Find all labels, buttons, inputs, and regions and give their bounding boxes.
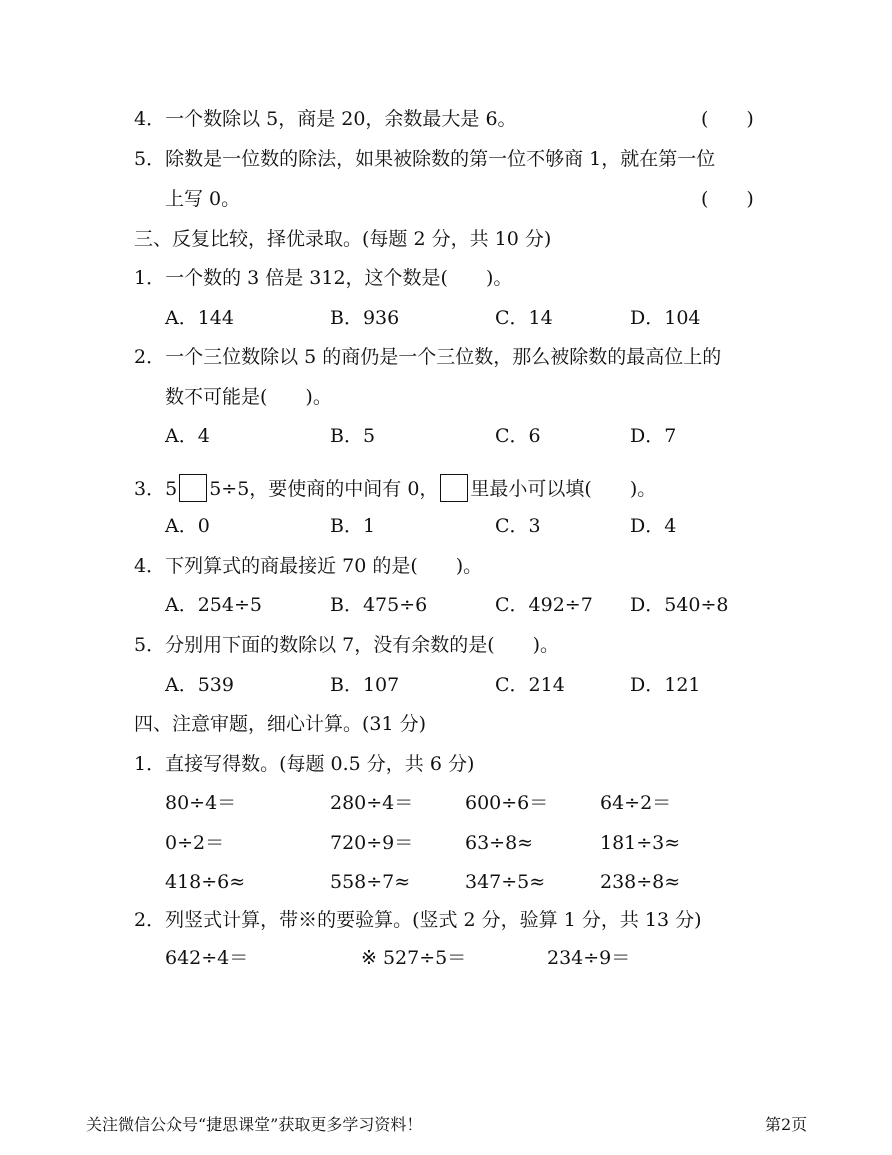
- calc-item[interactable]: 0÷2＝: [165, 832, 225, 854]
- calc-item[interactable]: 347÷5≈: [465, 871, 546, 893]
- s4-q2-stem: 2．列竖式计算，带※的要验算。(竖式 2 分，验算 1 分，共 13 分): [134, 909, 702, 931]
- s3-q2-option-b[interactable]: B．5: [330, 425, 376, 447]
- s3-q1-option-d[interactable]: D．104: [630, 307, 701, 329]
- calc-item[interactable]: 600÷6＝: [465, 792, 549, 814]
- s3-q4-option-a[interactable]: A．254÷5: [165, 594, 262, 616]
- calc-item[interactable]: 64÷2＝: [600, 792, 672, 814]
- vertical-calc-item[interactable]: 234÷9＝: [547, 947, 631, 969]
- s3-q3-option-c[interactable]: C．3: [495, 515, 541, 537]
- s3-q4-option-d[interactable]: D．540÷8: [630, 594, 729, 616]
- s3-q3-number: 3．5: [134, 478, 178, 500]
- blank-box[interactable]: [179, 474, 207, 502]
- s3-q2-option-a[interactable]: A．4: [165, 425, 210, 447]
- s3-q1-option-c[interactable]: C．14: [495, 307, 553, 329]
- calc-item[interactable]: 418÷6≈: [165, 871, 246, 893]
- s3-q3-option-a[interactable]: A．0: [165, 515, 210, 537]
- s3-q2-option-c[interactable]: C．6: [495, 425, 541, 447]
- judge-q5-answer-paren[interactable]: ( ): [701, 188, 754, 210]
- calc-item[interactable]: 720÷9＝: [330, 832, 414, 854]
- s3-q1-option-b[interactable]: B．936: [330, 307, 400, 329]
- footer-notice: 关注微信公众号“捷思课堂”获取更多学习资料！: [86, 1115, 423, 1134]
- calc-item[interactable]: 558÷7≈: [330, 871, 411, 893]
- calc-item[interactable]: 238÷8≈: [600, 871, 681, 893]
- s4-q1-stem: 1．直接写得数。(每题 0.5 分，共 6 分): [134, 753, 475, 775]
- calc-item[interactable]: 80÷4＝: [165, 792, 237, 814]
- s3-q3-text-part3: 里最小可以填( )。: [470, 478, 657, 500]
- s3-q5-option-c[interactable]: C．214: [495, 674, 565, 696]
- s3-q5-option-b[interactable]: B．107: [330, 674, 400, 696]
- blank-box-reference: [440, 474, 468, 502]
- vertical-calc-item-with-check[interactable]: ※ 527÷5＝: [361, 947, 467, 969]
- s3-q2-stem-line2: 数不可能是( )。: [165, 386, 332, 408]
- s3-q3-option-d[interactable]: D．4: [630, 515, 677, 537]
- calc-item[interactable]: 280÷4＝: [330, 792, 414, 814]
- judge-q4-answer-paren[interactable]: ( ): [701, 108, 754, 130]
- s3-q3-stem: [134, 474, 656, 502]
- calc-item[interactable]: 63÷8≈: [465, 832, 534, 854]
- s3-q5-stem: 5．分别用下面的数除以 7，没有余数的是( )。: [134, 634, 560, 656]
- s3-q1-option-a[interactable]: A．144: [165, 307, 234, 329]
- s3-q5-option-d[interactable]: D．121: [630, 674, 701, 696]
- judge-q5-line1: 5．除数是一位数的除法，如果被除数的第一位不够商 1，就在第一位: [134, 148, 716, 170]
- s3-q5-option-a[interactable]: A．539: [165, 674, 234, 696]
- s3-q4-stem: 4．下列算式的商最接近 70 的是( )。: [134, 555, 483, 577]
- s3-q4-option-c[interactable]: C．492÷7: [495, 594, 593, 616]
- section4-title: 四、注意审题，细心计算。(31 分): [134, 713, 427, 735]
- s3-q3-text-part2: 5÷5，要使商的中间有 0，: [209, 478, 439, 500]
- s3-q4-option-b[interactable]: B．475÷6: [330, 594, 428, 616]
- s3-q2-stem-line1: 2．一个三位数除以 5 的商仍是一个三位数，那么被除数的最高位上的: [134, 346, 722, 368]
- s3-q3-option-b[interactable]: B．1: [330, 515, 376, 537]
- calc-item[interactable]: 181÷3≈: [600, 832, 681, 854]
- vertical-calc-item[interactable]: 642÷4＝: [165, 947, 249, 969]
- judge-q4: 4．一个数除以 5，商是 20，余数最大是 6。: [134, 108, 517, 130]
- section3-title: 三、反复比较，择优录取。(每题 2 分，共 10 分): [134, 228, 552, 250]
- page-number: 第2页: [765, 1115, 808, 1134]
- s3-q2-option-d[interactable]: D．7: [630, 425, 677, 447]
- s3-q1-stem: 1．一个数的 3 倍是 312，这个数是( )。: [134, 267, 513, 289]
- judge-q5-line2: 上写 0。: [165, 188, 241, 210]
